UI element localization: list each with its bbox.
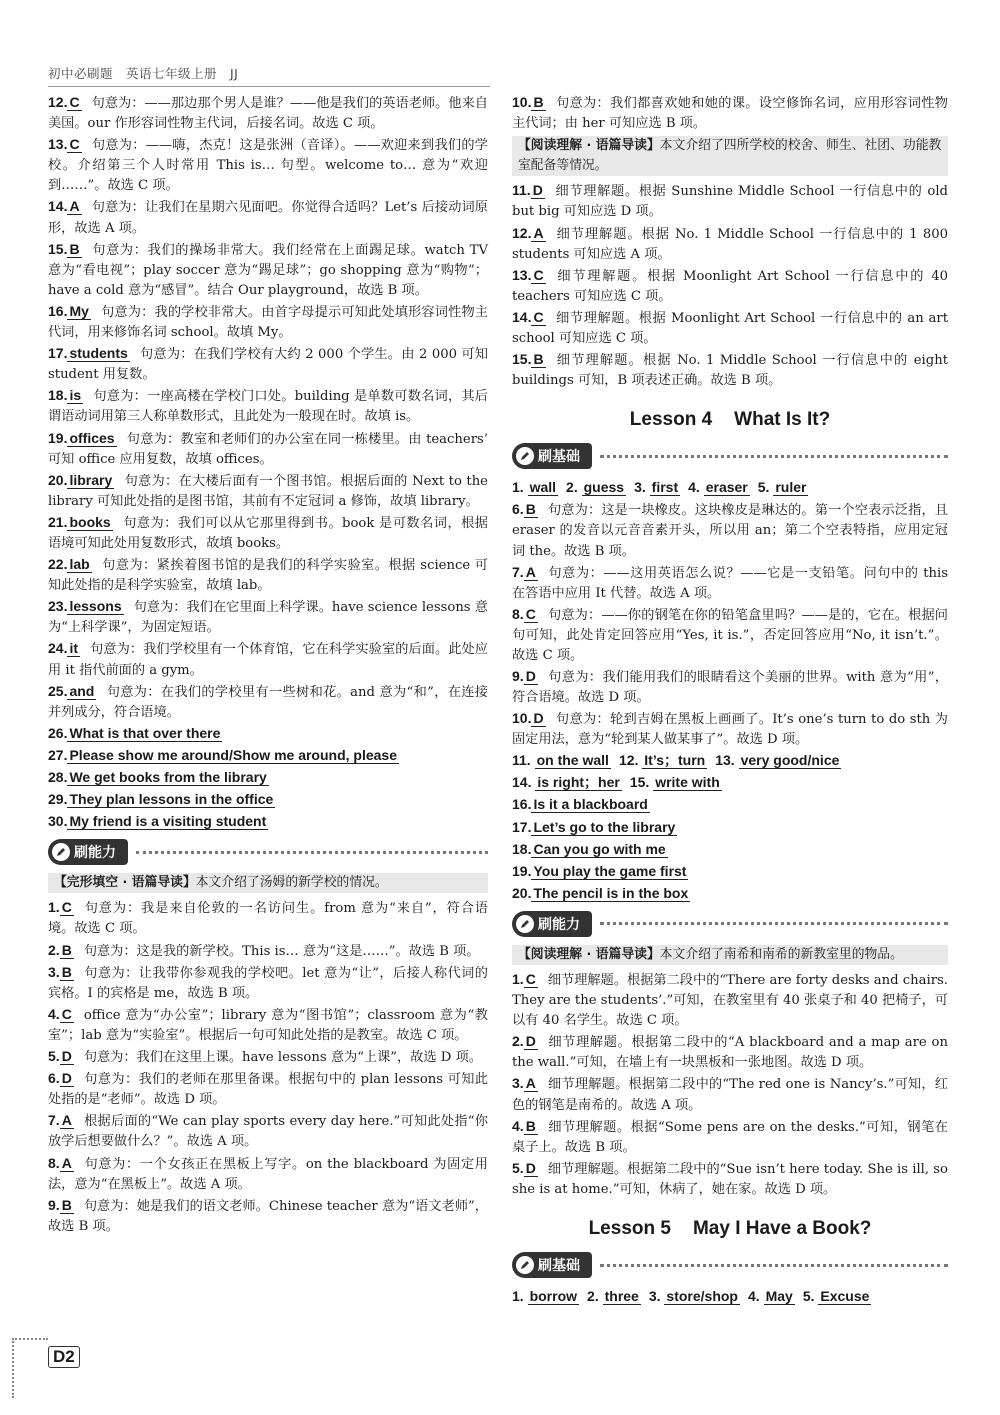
item-explanation: 细节理解题。根据 No. 1 Middle School 一行信息中的 1 800 students 可知应选 A 项。 — [512, 226, 948, 262]
item-answer: My friend is a visiting student — [69, 813, 267, 830]
item-answer: store/shop — [666, 1288, 738, 1305]
item-number: 5. — [802, 1288, 819, 1305]
dotted-rule — [600, 922, 948, 925]
answer-item — [512, 604, 948, 666]
answer-item — [512, 349, 948, 391]
banner-label: 刷基础 — [538, 449, 580, 466]
item-number: 12. — [618, 752, 643, 769]
item-explanation: office 意为“办公室”；library 意为“图书馆”；classroom 意为“教室”；lab 意为“实验室”。根据后一句可知此处指的是教室。故选 C 项。 — [48, 1007, 488, 1043]
answer-item — [48, 1068, 488, 1110]
item-explanation: 细节理解题。根据第二段中的“The red one is Nancy’s.”可知，红色的钢笔是南希的。故选 A 项。 — [512, 1077, 948, 1113]
dotted-rule — [600, 1264, 948, 1267]
left-answer-list — [48, 92, 488, 723]
answer-item — [512, 223, 948, 265]
item-number: 6. — [512, 501, 524, 518]
answer-item — [48, 1004, 488, 1046]
corner-dots — [12, 1338, 48, 1340]
l5-word-answers — [512, 1286, 948, 1308]
item-answer: C — [533, 308, 544, 325]
item-explanation: 句意为：轮到吉姆在黑板上画画了。It’s one’s turn to do sth 为固定用法，意为“轮到某人做某事了”。故选 D 项。 — [512, 712, 948, 748]
item-answer: lab — [69, 556, 90, 573]
item-answer: very good/nice — [740, 752, 840, 769]
item-number: 7. — [48, 1112, 60, 1129]
item-explanation: 句意为：——嗨，杰克！这是张洲（音译）。——欢迎来到我们的学校。介绍第三个人时常用 This is… 句型。welcome to… 意为“欢迎到……”。故选 C 项。 — [48, 138, 488, 194]
item-answer: B — [69, 240, 80, 257]
item-number: 15. — [512, 351, 532, 368]
reading2-answer-list — [512, 969, 948, 1200]
answer-item — [48, 681, 488, 723]
item-answer: B — [533, 351, 544, 368]
answer-item — [512, 92, 948, 134]
item-number: 24. — [48, 640, 68, 657]
item-answer: D — [525, 1159, 536, 1176]
item-explanation: 句意为：我们能用我们的眼睛看这个美丽的世界。with 意为“用”，符合语境。故选 D 项。 — [512, 670, 948, 706]
item-number: 11. — [512, 182, 531, 199]
answer-item — [512, 666, 948, 708]
answer-item — [48, 723, 488, 745]
item-explanation: 细节理解题。根据 Moonlight Art School 一行信息中的 an art school 可知应选 C 项。 — [512, 310, 948, 347]
l4-phrase-row-2 — [512, 772, 948, 794]
item-answer: D — [525, 668, 536, 685]
banner-basic-l4 — [512, 441, 948, 471]
answer-item — [48, 811, 488, 833]
pencil-icon — [516, 915, 534, 933]
item-number: 2. — [566, 479, 582, 496]
item-answer: offices — [69, 429, 115, 446]
item-number: 5. — [512, 1159, 524, 1176]
basic-badge — [512, 1252, 592, 1278]
guide-tag: 【完形填空 · 语篇导读】 — [54, 875, 196, 891]
item-number: 1. — [48, 899, 60, 916]
pencil-icon — [516, 447, 534, 465]
item-answer: three — [604, 1288, 639, 1305]
item-explanation: 句意为：——你的钢笔在你的铅笔盒里吗？——是的，它在。根据问句可知，此处肯定回答应用“Yes, it is.”，否定回答应用“No, it isn’t.”。故选 C 项。 — [512, 607, 948, 663]
l4-word-answers — [512, 477, 948, 499]
item-number: 12. — [512, 224, 532, 241]
item-explanation: 句意为：我们的老师在那里备课。根据句中的 plan lessons 可知此处指的是“老师”。故选 D 项。 — [48, 1072, 488, 1108]
answer-item — [512, 499, 948, 561]
item-answer: students — [69, 345, 128, 362]
item-number: 13. — [715, 752, 739, 769]
guide-text: 本文介绍了南希和南希的新教室里的物品。 — [659, 946, 903, 962]
lesson-4-title — [512, 409, 948, 431]
item-explanation: 句意为：我们的操场非常大。我们经常在上面踢足球。watch TV 意为“看电视”；play soccer 意为“踢足球”；go shopping 意为“购物”；have a cold 意为“感冒”。结合 Our playground，故选 B 项。 — [48, 242, 488, 298]
item-number: 3. — [48, 963, 60, 980]
item-answer: it — [69, 640, 79, 657]
item-explanation: 细节理解题。根据 No. 1 Middle School 一行信息中的 eight buildings 可知，B 项表述正确。故选 B 项。 — [512, 353, 948, 389]
item-number: 7. — [512, 563, 524, 580]
answer-item — [48, 789, 488, 811]
item-answer: first — [651, 479, 679, 496]
item-number: 9. — [512, 668, 524, 685]
item-explanation: 根据后面的“We can play sports every day here.”可知此处指“你放学后想要做什么？”。故选 A 项。 — [48, 1114, 488, 1150]
answer-item — [48, 940, 488, 962]
banner-label: 刷能力 — [538, 916, 580, 933]
item-number: 27. — [48, 746, 68, 763]
cloze-answer-list — [48, 897, 488, 1237]
item-explanation: 句意为：我们在这里上课。have lessons 意为“上课”，故选 D 项。 — [83, 1050, 482, 1066]
item-number: 2. — [512, 1033, 524, 1050]
item-number: 22. — [48, 556, 68, 573]
answer-item — [512, 817, 948, 839]
item-number: 3. — [648, 1288, 665, 1305]
item-explanation: 细节理解题。根据 Moonlight Art School 一行信息中的 40 teachers 可知应选 C 项。 — [512, 268, 948, 304]
item-answer: B — [533, 94, 544, 110]
l4-phrase-row-1 — [512, 750, 948, 772]
answer-item — [48, 134, 488, 196]
item-answer: D — [532, 182, 543, 199]
answer-item — [48, 470, 488, 512]
item-answer: C — [69, 136, 80, 153]
item-number: 8. — [512, 605, 524, 622]
item-number: 19. — [512, 862, 532, 879]
item-answer: ruler — [775, 479, 807, 496]
answer-item — [48, 512, 488, 554]
item-answer: on the wall — [536, 752, 609, 769]
item-answer: C — [525, 971, 536, 987]
item-number: 18. — [48, 387, 68, 404]
reading-guide-1 — [512, 136, 948, 176]
answer-item — [48, 1110, 488, 1152]
answer-item — [512, 708, 948, 750]
guide-tag: 【阅读理解 · 语篇导读】 — [518, 138, 660, 154]
item-number: 8. — [48, 1154, 60, 1171]
answer-item — [512, 1158, 948, 1200]
item-explanation: 句意为：在大楼后面有一个图书馆。根据后面的 Next to the library 可知此处指的是图书馆，其前有不定冠词 a 修饰，故填 library。 — [48, 473, 488, 509]
item-answer: A — [61, 1112, 72, 1129]
item-number: 5. — [757, 479, 774, 496]
item-answer: is — [69, 387, 82, 404]
item-answer: A — [525, 563, 536, 580]
item-number: 14. — [48, 198, 68, 215]
item-number: 13. — [48, 136, 68, 153]
basic-badge — [512, 443, 592, 469]
item-answer: D — [525, 1033, 536, 1050]
cloze-guide — [48, 873, 488, 893]
item-number: 3. — [634, 479, 650, 496]
item-number: 29. — [48, 791, 68, 808]
item-answer: borrow — [529, 1288, 578, 1305]
item-explanation: 句意为：在我们的学校里有一些树和花。and 意为“和”，在连接并列成分，符合语境。 — [48, 684, 488, 720]
item-explanation: 句意为：我们在它里面上科学课。have science lessons 意为“上科学课”，为固定短语。 — [48, 600, 488, 636]
item-answer: is right；her — [537, 774, 620, 791]
item-explanation: 句意为：在我们学校有大约 2 000 个学生。由 2 000 可知 student 用复数。 — [48, 347, 488, 383]
answer-item — [512, 562, 948, 604]
answer-item — [48, 301, 488, 343]
item-answer: guess — [583, 479, 625, 496]
item-answer: A — [525, 1075, 536, 1092]
item-answer: books — [69, 513, 111, 530]
pencil-icon — [52, 843, 70, 861]
item-explanation: 句意为：她是我们的语文老师。Chinese teacher 意为“语文老师”，故选 B 项。 — [48, 1198, 488, 1234]
item-answer: B — [61, 1196, 72, 1213]
item-number: 30. — [48, 813, 68, 830]
item-number: 18. — [512, 840, 532, 857]
item-number: 4. — [48, 1005, 60, 1022]
item-answer: My — [69, 302, 89, 319]
answer-item — [512, 839, 948, 861]
right-column — [512, 92, 948, 1308]
banner-label: 刷能力 — [74, 845, 116, 862]
item-answer: D — [533, 710, 544, 727]
item-answer: Is it a blackboard — [533, 796, 648, 813]
item-explanation: 细节理解题。根据第二段中的“There are forty desks and chairs. They are the students’.”可知，在教室里有 40 张桌子和 40 把椅子，可以有 40 名学生。故选 C 项。 — [512, 973, 948, 1029]
corner-dots — [12, 1338, 14, 1398]
item-answer: Excuse — [820, 1288, 870, 1305]
answer-item — [512, 1116, 948, 1158]
item-explanation: 句意为：这是我的新学校。This is… 意为“这是……”。故选 B 项。 — [83, 943, 480, 959]
item-explanation: 句意为：我们都喜欢她和她的课。设空修饰名词，应用形容词性物主代词；由 her 可知应选 B 项。 — [512, 96, 948, 132]
guide-tag: 【阅读理解 · 语篇导读】 — [518, 946, 660, 962]
item-answer: It’s；turn — [644, 752, 706, 769]
lesson-number: Lesson 5 — [588, 1218, 671, 1240]
answer-item — [48, 638, 488, 680]
ability-badge — [512, 911, 592, 937]
answer-item — [48, 767, 488, 789]
answer-item — [48, 554, 488, 596]
answer-item — [48, 1195, 488, 1237]
item-number: 1. — [512, 971, 524, 987]
answer-item — [48, 962, 488, 1004]
item-explanation: 句意为：紧挨着图书馆的是我们的科学实验室。根据 science 可知此处指的是科学实验室，故填 lab。 — [48, 558, 488, 594]
item-number: 4. — [688, 479, 704, 496]
l4-sentence-answers — [512, 794, 948, 904]
item-answer: Let’s go to the library — [533, 818, 676, 835]
item-answer: C — [61, 899, 72, 916]
lesson-name: What Is It? — [734, 409, 831, 431]
answer-item — [512, 794, 948, 816]
item-explanation: 句意为：这是一块橡皮。这块橡皮是琳达的。第一个空表示泛指，且 eraser 的发音以元音音素开头，所以用 an；第二个空表特指，应用定冠词 the。故选 B 项。 — [512, 503, 948, 559]
item-answer: lessons — [69, 598, 122, 615]
item-answer: May — [765, 1288, 793, 1305]
answer-item — [48, 196, 488, 238]
item-number: 2. — [48, 941, 60, 958]
item-number: 21. — [48, 513, 68, 530]
item-explanation: 句意为：我的学校非常大。由首字母提示可知此处填形容词性物主代词，用来修饰名词 school。故填 My。 — [48, 304, 488, 341]
item-number: 26. — [48, 724, 68, 741]
item-answer: Can you go with me — [533, 840, 666, 857]
item-answer: They plan lessons in the office — [69, 791, 274, 808]
item-explanation: 句意为：——那边那个男人是谁？——他是我们的英语老师。他来自美国。our 作形容词性物主代词，后接名词。故选 C 项。 — [48, 96, 488, 132]
answer-item — [48, 343, 488, 385]
item-answer: A — [533, 224, 544, 241]
lesson-5-title — [512, 1218, 948, 1240]
item-number: 23. — [48, 598, 68, 615]
item-explanation: 句意为：教室和老师们的办公室在同一栋楼里。由 teachers’ 可知 office 应用复数，故填 offices。 — [48, 431, 488, 467]
answer-item — [48, 92, 488, 134]
reading-guide-2 — [512, 945, 948, 965]
item-explanation: 句意为：让我们在星期六见面吧。你觉得合适吗？Let’s 后接动词原形，故选 A 项。 — [48, 200, 488, 236]
left-sentence-answers — [48, 723, 488, 833]
item-answer: Please show me around/Show me around, please — [69, 746, 398, 763]
item-answer: B — [61, 941, 72, 958]
answer-item — [48, 1046, 488, 1068]
left-column — [48, 92, 488, 1237]
answer-item — [512, 861, 948, 883]
answer-item — [48, 596, 488, 638]
answer-item — [512, 1073, 948, 1115]
item-answer: You play the game first — [533, 862, 687, 879]
answer-item — [512, 265, 948, 307]
item-number: 14. — [512, 774, 536, 791]
ability-badge — [48, 839, 128, 865]
item-number: 11. — [512, 752, 535, 769]
lesson-number: Lesson 4 — [629, 409, 713, 431]
item-number: 3. — [512, 1075, 524, 1092]
item-number: 1. — [512, 1288, 528, 1305]
item-explanation: 句意为：一个女孩正在黑板上写字。on the blackboard 为固定用法，意为“在黑板上”。故选 A 项。 — [48, 1156, 488, 1192]
item-number: 6. — [48, 1070, 60, 1087]
answer-item — [48, 428, 488, 470]
item-answer: C — [61, 1005, 72, 1022]
item-explanation: 句意为：让我带你参观我的学校吧。let 意为“让”，后接人称代词的宾格。I 的宾格是 me，故选 B 项。 — [48, 965, 488, 1001]
dotted-rule — [136, 851, 488, 854]
item-explanation: 句意为：我是来自伦敦的一名访问生。from 意为“来自”，符合语境。故选 C 项。 — [48, 901, 488, 937]
answer-item — [512, 180, 948, 222]
item-answer: B — [525, 1117, 536, 1134]
item-answer: write with — [655, 774, 720, 791]
item-number: 2. — [587, 1288, 603, 1305]
item-number: 15. — [629, 774, 654, 791]
item-number: 9. — [48, 1196, 60, 1213]
item-number: 17. — [512, 818, 532, 835]
answer-item-10 — [512, 92, 948, 134]
item-number: 16. — [512, 796, 532, 813]
answer-item — [512, 1031, 948, 1073]
item-answer: C — [69, 94, 80, 110]
item-answer: C — [525, 605, 536, 622]
item-explanation: 句意为：——这用英语怎么说？——它是一支铅笔。问句中的 this 在答语中应用 It 代替。故选 A 项。 — [512, 565, 948, 601]
item-explanation: 句意为：我们可以从它那里得到书。book 是可数名词，根据语境可知此处用复数形式，故填 books。 — [48, 515, 488, 551]
item-answer: wall — [529, 479, 557, 496]
banner-ability-left — [48, 837, 488, 867]
item-answer: C — [533, 266, 544, 283]
answer-item — [48, 897, 488, 939]
item-number: 4. — [512, 1117, 524, 1134]
lesson-name: May I Have a Book? — [692, 1218, 872, 1240]
item-number: 4. — [748, 1288, 764, 1305]
item-explanation: 细节理解题。根据 Sunshine Middle School 一行信息中的 old but big 可知应选 D 项。 — [512, 184, 948, 220]
item-number: 16. — [48, 302, 68, 319]
item-answer: D — [61, 1048, 72, 1065]
banner-basic-l5 — [512, 1250, 948, 1280]
item-number: 19. — [48, 429, 68, 446]
item-answer: eraser — [705, 479, 748, 496]
pencil-icon — [516, 1256, 534, 1274]
item-answer: library — [69, 471, 113, 488]
banner-ability-l4 — [512, 909, 948, 939]
guide-text: 本文介绍了四所学校的校舍、师生、社团、功能教室配备等情况。 — [518, 138, 942, 174]
item-answer: and — [69, 682, 95, 699]
item-number: 17. — [48, 345, 68, 362]
l4-answer-list — [512, 499, 948, 750]
item-explanation: 细节理解题。根据第二段中的“Sue isn’t here today. She is ill, so she is at home.”可知，休病了，她在家。故选 D 项。 — [512, 1161, 948, 1197]
item-answer: A — [69, 198, 80, 215]
item-number: 1. — [512, 479, 528, 496]
guide-text: 本文介绍了汤姆的新学校的情况。 — [195, 875, 388, 891]
item-answer: The pencil is in the box — [533, 884, 689, 901]
item-answer: What is that over there — [69, 724, 221, 741]
item-explanation: 细节理解题。根据“Some pens are on the desks.”可知，钢笔在桌子上。故选 B 项。 — [512, 1119, 948, 1155]
answer-item — [48, 745, 488, 767]
item-number: 12. — [48, 94, 68, 110]
item-number: 25. — [48, 682, 68, 699]
item-number: 13. — [512, 266, 532, 283]
item-answer: We get books from the library — [69, 769, 267, 785]
item-number: 10. — [512, 94, 532, 110]
header-rule — [48, 86, 490, 87]
answer-item — [512, 969, 948, 1031]
answer-item — [48, 239, 488, 301]
answer-item — [48, 385, 488, 427]
banner-label: 刷基础 — [538, 1258, 580, 1275]
answer-item — [48, 1153, 488, 1195]
answer-item — [512, 883, 948, 905]
item-explanation: 细节理解题。根据第二段中的“A blackboard and a map are on the wall.”可知，在墙上有一块黑板和一张地图。故选 D 项。 — [512, 1035, 948, 1071]
page-number: D2 — [48, 1346, 80, 1368]
running-header: 初中必刷题 英语七年级上册 JJ — [48, 66, 239, 81]
item-answer: A — [61, 1154, 72, 1171]
item-number: 14. — [512, 308, 532, 325]
item-number: 20. — [512, 884, 532, 901]
dotted-rule — [600, 455, 948, 458]
item-explanation: 句意为：一座高楼在学校门口处。building 是单数可数名词，其后谓语动词用第三人称单数形式，且此处为一般现在时。故填 is。 — [48, 389, 488, 425]
answer-item — [512, 307, 948, 349]
reading1-answer-list — [512, 180, 948, 391]
item-number: 10. — [512, 710, 532, 727]
item-answer: B — [61, 963, 72, 980]
item-answer: B — [525, 501, 536, 518]
item-number: 5. — [48, 1048, 60, 1065]
item-answer: D — [61, 1070, 72, 1087]
item-number: 28. — [48, 769, 68, 785]
item-explanation: 句意为：我们学校里有一个体育馆，它在科学实验室的后面。此处应用 it 指代前面的 a gym。 — [48, 642, 488, 678]
item-number: 20. — [48, 471, 68, 488]
item-number: 15. — [48, 240, 68, 257]
